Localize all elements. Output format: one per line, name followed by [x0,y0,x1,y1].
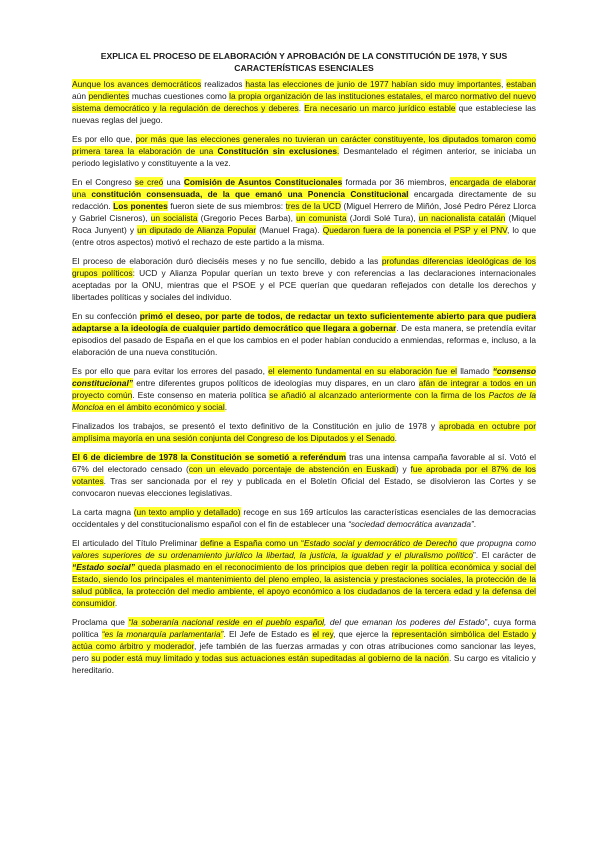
highlighted-text: primó el deseo, por parte de todos, de redactar un texto suficientemente abierto para que pudiera adaptarse a la ideología de cualquier partido democrático que llegara a gobernar [72,311,536,333]
text-run: (Jordi Solé Tura), [346,213,419,223]
text-run: entre diferentes grupos políticos de ideologías muy dispares, en un claro [132,378,419,388]
highlighted-text: se creó [134,177,164,187]
text-run: . [298,103,305,113]
paragraph-2 [72,133,536,169]
highlighted-text: (un texto amplio y detallado) [133,507,241,517]
text-run: , que ejerce la [333,629,392,639]
paragraph-4 [72,255,536,303]
text-run: El articulado del Título Preliminar [72,538,201,548]
text-run: formada por 36 miembros, [342,177,450,187]
document-page [72,50,536,683]
highlighted-text: el elemento fundamental en su elaboración fue el [268,366,458,376]
text-run: Es por ello que, [72,134,136,144]
highlighted-text: un comunista [296,213,347,223]
highlighted-text: el rey [312,629,334,639]
text-run: Desmantelado el régimen anterior, se iniciaba un periodo legislativo y constituyente a la vez. [72,146,536,168]
highlighted-text: pendientes [88,91,130,101]
text-run: (Gregorio Peces Barba), [197,213,297,223]
text-run: La carta magna [72,507,134,517]
text-run: . De esta manera, se pretendía evitar episodios del pasado de España en el que los cambios en el poder habían conducido a enmiendas, reformas e, incluso, a la elaboración de una nueva constitución. [72,323,536,357]
highlighted-text: valores superiores de su ordenamiento jurídico la libertad, la justicia, la igualdad y el pluralismo político [72,550,474,560]
text-run: . El Jefe de Estado es [223,629,313,639]
paragraph-7 [72,420,536,444]
highlighted-text: “es la monarquía parlamentaria” [101,629,224,639]
text-run: . Tras ser sancionada por el rey y publicada en el Boletín Oficial del Estado, se disolvieron las Cortes y se convocaron nuevas elecciones legislativas. [72,476,536,498]
highlighted-text: aprobada en octubre por amplísima mayoría en una sesión conjunta del Congreso de los Diputados y el Senado [72,421,537,443]
highlighted-text: Constitución sin exclusiones [217,146,338,156]
paragraph-8 [72,451,536,499]
highlighted-text: Pactos de la Moncloa [72,390,536,412]
highlighted-text: hasta las elecciones de junio de 1977 habían sido muy importantes [245,79,501,89]
text-run: ”, cuya forma política [72,617,536,639]
highlighted-text: un diputado de Alianza Popular [137,225,257,235]
text-run: una [163,177,184,187]
text-run: . Su cargo es vitalicio y hereditario. [72,653,536,675]
document-body [72,78,536,676]
text-run: . [473,519,477,529]
highlighted-text: en el ámbito económico y social [103,402,225,412]
paragraph-5 [72,310,536,358]
highlighted-text: Quedaron fuera de la ponencia el PSP y el PNV [322,225,507,235]
text-run: encargada directamente de su redacción. [72,189,536,211]
text-run: (Miquel Roca Junyent) y [72,213,537,235]
highlighted-text: un socialista [150,213,198,223]
paragraph-3 [72,176,536,248]
highlighted-text: constitución consensuada, de la que emanó una Ponencia Constitucional [91,189,409,199]
text-run: Es por ello que para evitar los errores del pasado, [72,366,269,376]
highlighted-text: fue aprobada por el 87% de los votantes [72,464,536,486]
text-run: ”. El carácter de [473,550,536,560]
highlighted-text: tres de la UCD [285,201,342,211]
highlighted-text: Comisión de Asuntos Constitucionales [183,177,343,187]
paragraph-1 [72,78,536,126]
text-run: ) y [395,464,411,474]
highlighted-text: estaban [506,79,537,89]
text-run: “sociedad democrática avanzada” [348,519,474,529]
text-run: aún [72,91,89,101]
text-run: , del que emanan los poderes del Estado [324,617,485,627]
highlighted-text: “Estado social” [72,562,135,572]
text-run: , jefe también de las fuerzas armadas y con otras atribuciones como sancionar las leyes, pero [72,641,536,663]
text-run: realizados [201,79,246,89]
text-run: , [500,79,507,89]
paragraph-9 [72,506,536,530]
highlighted-text: un nacionalista catalán [418,213,506,223]
highlighted-text: queda plasmado en el reconocimiento de los principios que deben regir la política económica y social del Estado, siendo los principales el mantenimiento del pleno empleo, la asistencia y prestaciones sociales, la protección de la salud pública, la protección del medio ambiente, el apoyo económico a los ciudadanos de la tercera edad y la defensa del consumidor [72,562,537,608]
text-run: (Miguel Herrero de Miñón, José Pedro Pérez Llorca y Gabriel Cisneros), [72,201,536,223]
highlighted-text: la propia organización de las instituciones estatales, el marco normativo del nuevo sistema democrático y la regulación de derechos y deberes [72,91,536,113]
text-run: recoge en sus 169 artículos las características esenciales de las democracias occidentales y del constitucionalismo español con el fin de establecer una [72,507,536,529]
text-run: . [224,402,228,412]
text-run: . Este consenso en materia política [132,390,270,400]
text-run: muchas cuestiones como [129,91,230,101]
text-run: , lo que (entre otros aspectos) motivó el rechazo de este partido a la misma. [72,225,536,247]
document-title: EXPLICA EL PROCESO DE ELABORACIÓN Y APROBACIÓN DE LA CONSTITUCIÓN DE 1978, Y SUS CARACTERÍSTICAS ESENCIALES [100,51,508,73]
text-run: En el Congreso [72,177,135,187]
text-run: que estableciese las nuevas reglas del juego. [72,103,536,125]
highlighted-text: define a España como un “ [200,538,304,548]
paragraph-6 [72,365,536,413]
highlighted-text: encargada de elaborar una [72,177,536,199]
highlighted-text: su poder está muy limitado y todas sus actuaciones están supeditadas al gobierno de la nación [91,653,449,663]
highlighted-text: representación simbólica del Estado y actúa como árbitro y moderador [72,629,537,651]
highlighted-text: con un elevado porcentaje de abstención en Euskadi [188,464,396,474]
text-run: . [114,598,118,608]
highlighted-text: Los ponentes [113,201,168,211]
text-run: El proceso de elaboración duró dieciséis meses y no fue sencillo, debido a las [72,256,382,266]
highlighted-text: El 6 de diciembre de 1978 la Constitución se sometió a referéndum [72,452,347,462]
highlighted-text: “la soberanía nacional reside en el pueblo español [128,617,325,627]
text-run: llamado [457,366,493,376]
highlighted-text: Aunque los avances democráticos [72,79,202,89]
highlighted-text: por más que las elecciones generales no tuvieran un carácter constituyente, los diputados tomaron como primera tarea la elaboración de una [72,134,537,156]
text-run: Proclama que [72,617,129,627]
paragraph-11 [72,616,536,676]
highlighted-text: afán de integrar a todos en un proyecto común [72,378,536,400]
highlighted-text: . [337,146,340,156]
text-run: tras una intensa campaña favorable al sí. Votó el 67% del electorado censado ( [72,452,536,474]
highlighted-text: se añadió al alcanzado anteriormente con la firma de los [269,390,489,400]
highlighted-text: Era necesario un marco jurídico estable [304,103,456,113]
text-run: que propugna como [457,538,536,548]
text-run: (Manuel Fraga). [256,225,323,235]
text-run: . [394,433,397,443]
text-run: : UCD y Alianza Popular querían un texto breve y con referencias a las declaraciones internacionales aceptadas por la ONU, mientras que el PSOE y el PCE querían que quedaran reflejados con detalle los derechos y libertades políticas y sociales del individuo. [72,268,536,302]
highlighted-text: profundas diferencias ideológicas de los grupos políticos [72,256,536,278]
highlighted-text: Estado social y democrático de Derecho [303,538,458,548]
highlighted-text: “consenso constitucional” [72,366,536,388]
text-run: fueron siete de sus miembros: [167,201,286,211]
text-run: En su confección [72,311,140,321]
paragraph-10 [72,537,536,609]
text-run: Finalizados los trabajos, se presentó el texto definitivo de la Constitución en julio de 1978 y [72,421,440,431]
